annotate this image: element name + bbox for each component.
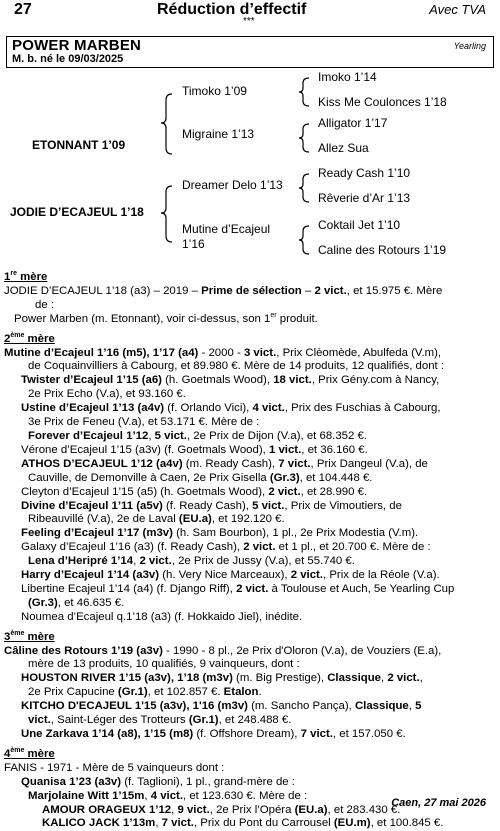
third-dam-line: HOUSTON RIVER 1’15 (a3v), 1’18 (m3v) (m. Big Prestige), Classique, 2 vict., xyxy=(21,672,423,685)
pedigree-dam-dam-line2: 1’16 xyxy=(182,237,205,251)
second-dam-line: ATHOS D’ECAJEUL 1’12 (a4v) (m. Ready Cash), 7 vict., Prix Dangeul (V.a), de xyxy=(21,457,428,470)
second-dam-line: Cleyton d’Ecajeul 1’15 (a5) (h. Goetmals Wood), 2 vict., et 28.990 €. xyxy=(21,485,368,498)
family-details xyxy=(4,268,498,831)
pedigree-sire: ETONNANT 1’09 xyxy=(32,138,126,152)
pedigree-dam-sire: Dreamer Delo 1’13 xyxy=(182,178,283,192)
second-dam-line: Lena d’Heripré 1’14, 2 vict., 2e Prix de Jussy (V.a), et 55.740 €. xyxy=(28,555,355,568)
pedigree-sire-dam: Migraine 1’13 xyxy=(182,127,255,141)
third-dam-line: KITCHO D'ECAJEUL 1'15 (a3v), 1'16 (m3v) (m. Sancho Pança), Classique, 5 xyxy=(21,700,422,713)
pedigree-ggp-6: Rêverie d’Ar 1’13 xyxy=(318,191,411,205)
footer-place-date: Caen, 27 mai 2026 xyxy=(391,797,486,809)
horse-name: POWER MARBEN xyxy=(12,37,142,54)
pedigree-dam: JODIE D’ECAJEUL 1’18 xyxy=(10,205,144,219)
fourth-dam-line: AMOUR ORAGEUX 1’12, 9 vict., 2e Prix l’Opéra (EU.a), et 283.430 €. xyxy=(42,803,401,816)
horse-category: Yearling xyxy=(453,41,486,51)
pedigree-ggp-1: Imoko 1’14 xyxy=(318,70,377,84)
section-title-second-dam: 2ème mère xyxy=(4,331,55,345)
section-title-first-dam: 1re mère xyxy=(4,270,48,283)
second-dam-line: Twister d’Ecajeul 1’15 (a6) (h. Goetmals Wood), 18 vict., Prix Gény.com à Nancy, xyxy=(21,374,440,387)
second-dam-line: Galaxy d’Ecajeul 1’16 (a3) (f. Ready Cash), 2 vict. et 1 pl., et 20.700 €. Mère de : xyxy=(21,541,431,554)
first-dam-line: JODIE D’ECAJEUL 1’18 (a3) – 2019 – Prime de sélection – 2 vict., et 15.975 €. Mère xyxy=(4,284,443,297)
second-dam-line: Harry d’Ecajeul 1’14 (a3v) (h. Very Nice Marceaux), 2 vict., Prix de la Réole (V.a). xyxy=(21,569,440,582)
second-dam-line: Feeling d’Ecajeul 1’17 (m3v) (h. Sam Bourbon), 1 pl., 2e Prix Modestia (V.m). xyxy=(21,527,419,540)
second-dam-line: Divine d’Ecajeul 1’11 (a5v) (f. Ready Cash), 5 vict., Prix de Vimoutiers, de xyxy=(21,499,402,512)
third-dam-line: vict., Saint-Léger des Trotteurs (Gr.1), et 248.488 €. xyxy=(28,714,292,727)
second-dam-line: Cauville, de Demonville à Caen, 2e Prix Gisella (Gr.3), et 104.448 €. xyxy=(28,471,373,484)
pedigree-ggp-8: Caline des Rotours 1’19 xyxy=(318,243,447,257)
second-dam-line: Forever d’Ecajeul 1’12, 5 vict., 2e Prix de Dijon (V.a), et 68.352 €. xyxy=(28,429,367,442)
page-title: Réduction d’effectif xyxy=(157,1,307,18)
second-dam-line: (Gr.3), et 46.635 €. xyxy=(28,596,125,609)
second-dam-line: 2e Prix Echo (V.a), et 93.160 €. xyxy=(28,388,186,401)
second-dam-line: Mutine d’Ecajeul 1’16 (m5), 1’17 (a4) - 2000 - 3 vict., Prix Clèomède, Abulfeda (V.m), xyxy=(4,346,442,359)
section-title-fourth-dam: 4ème mère xyxy=(4,747,55,760)
third-dam-line: Câline des Rotours 1’19 (a3v) - 1990 - 8 pl., 2e Prix d'Oloron (V.a), de Vouziers (E.a), xyxy=(4,644,442,657)
second-dam-line: Ribeauvillé (V.a), 2e de Laval (EU.a), et 192.120 €. xyxy=(28,513,285,526)
second-dam-line: Ustine d’Ecajeul 1’13 (a4v) (f. Orlando Vici), 4 vict., Prix des Fuschias à Cabourg, xyxy=(21,402,441,415)
third-dam-line: Une Zarkava 1’14 (a8), 1’15 (m8) (f. Offshore Dream), 7 vict., et 157.050 €. xyxy=(21,728,406,740)
pedigree-ggp-5: Ready Cash 1’10 xyxy=(318,166,411,180)
vat-note: Avec TVA xyxy=(429,2,486,17)
second-dam-line: Libertine Ecajeul 1’14 (a4) (f. Django Riff), 2 vict. à Toulouse et Auch, 5e Yearling Cup xyxy=(21,582,455,595)
fourth-dam-line: KALICO JACK 1’13m, 7 vict., Prix du Pont du Carrousel (EU.m), et 100.845 €. xyxy=(42,817,444,830)
pedigree-ggp-3: Alligator 1’17 xyxy=(318,116,388,130)
pedigree-dam-dam-line1: Mutine d’Ecajeul xyxy=(182,222,271,236)
third-dam-line: 2e Prix Capucine (Gr.1), et 102.857 €. Etalon. xyxy=(28,686,262,699)
second-dam-line: Noumea d’Ecajeul q.1’18 (a3) (f. Hokkaido Jiel), inédite. xyxy=(21,610,303,623)
fourth-dam-line: Quanisa 1’23 (a3v) (f. Taglioni), 1 pl., grand-mère de : xyxy=(21,775,295,788)
pedigree-ggp-2: Kiss Me Coulonces 1’18 xyxy=(318,95,447,109)
horse-birth: M. b. né le 09/03/2025 xyxy=(12,53,124,65)
lot-number: 27 xyxy=(14,1,32,18)
second-dam-line: de Coquainvilliers à Cabourg, et 89.980 €. Mère de 14 produits, 12 qualifiés, dont : xyxy=(28,360,445,373)
fourth-dam-line: FANIS - 1971 - Mère de 5 vainqueurs dont : xyxy=(4,761,225,774)
first-dam-line: de : xyxy=(35,298,54,311)
fourth-dam-line: Marjolaine Witt 1’15m, 4 vict., et 123.630 €. Mère de : xyxy=(28,789,308,802)
first-dam-line: Power Marben (m. Etonnant), voir ci-dessus, son 1er produit. xyxy=(14,311,318,325)
third-dam-line: mère de 13 produits, 10 qualifiés, 9 vainqueurs, dont : xyxy=(28,658,300,671)
pedigree-ggp-7: Coktail Jet 1’10 xyxy=(318,218,401,232)
second-dam-line: 3e Prix de Feneu (V.a), et 53.171 €. Mère de : xyxy=(28,416,260,429)
stars-mark: *** xyxy=(243,16,255,27)
pedigree-sire-sire: Timoko 1’09 xyxy=(182,84,247,98)
second-dam-line: Vérone d’Ecajeul 1’15 (a3v) (f. Goetmals Wood), 1 vict., et 36.160 €. xyxy=(21,443,368,456)
section-title-third-dam: 3ème mère xyxy=(4,629,55,643)
pedigree-ggp-4: Allez Sua xyxy=(318,141,369,155)
